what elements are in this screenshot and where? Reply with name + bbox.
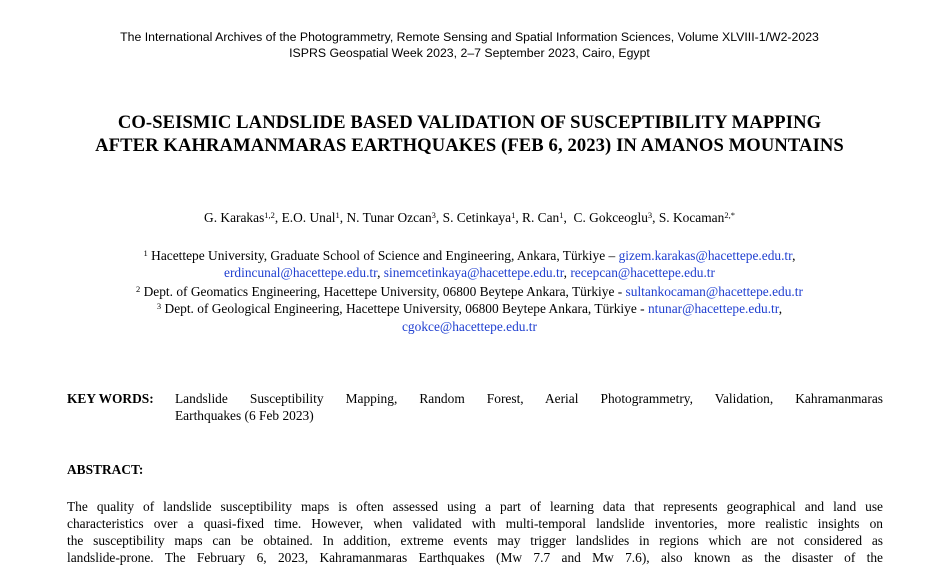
author-name: S. Kocaman — [658, 210, 725, 225]
abstract-heading: ABSTRACT: — [67, 462, 144, 477]
affiliation-text: Dept. of Geological Engineering, Hacettepe University, 06800 Beytepe Ankara, Türkiye - — [164, 301, 648, 316]
abstract-line: landslide-prone. The February 6, 2023, Kahramanmaras Earthquakes (Mw 7.7 and Mw 7.6), also known as the disaster of the — [67, 550, 883, 565]
email-link[interactable]: cgokce@hacettepe.edu.tr — [401, 319, 537, 334]
author-list — [0, 209, 939, 226]
keywords-text — [175, 390, 883, 424]
affiliation-number: 1 — [143, 248, 148, 258]
author-name: E.O. Unal — [281, 210, 336, 225]
author-affiliation-mark: 3 — [647, 210, 653, 220]
author-name: S. Cetinkaya — [442, 210, 512, 225]
author-affiliation-mark: 1 — [511, 210, 516, 220]
affiliation-3-emails — [0, 318, 939, 335]
author-name: N. Tunar Ozcan — [346, 210, 432, 225]
affiliation-1-emails: erdincunal@hacettepe.edu.tr, sinemcetinkaya@hacettepe.edu.tr, recepcan@hacettepe.edu.tr — [224, 265, 715, 280]
author-separator: , — [435, 210, 443, 225]
author-name: G. Karakas — [204, 210, 265, 225]
abstract-body — [67, 498, 883, 566]
author-affiliation-mark: 3 — [431, 210, 436, 220]
keywords-section — [67, 390, 883, 424]
affiliation-2 — [0, 283, 939, 300]
email-link[interactable]: sinemcetinkaya@hacettepe.edu.tr — [383, 265, 564, 280]
author-affiliation-mark: 1,2 — [264, 210, 275, 220]
abstract-line: the susceptibility maps can be obtained. In addition, extreme events may trigger landslides in regions which are not considered as — [67, 533, 883, 548]
paper-title-line1: CO-SEISMIC LANDSLIDE BASED VALIDATION OF SUSCEPTIBILITY MAPPING — [117, 112, 822, 133]
keywords-line: Earthquakes (6 Feb 2023) — [175, 408, 314, 423]
keywords-line: Landslide Susceptibility Mapping, Random Forest, Aerial Photogrammetry, Validation, Kahramanmaras — [175, 391, 883, 406]
running-header-line2: ISPRS Geospatial Week 2023, 2–7 September 2023, Cairo, Egypt — [289, 46, 650, 60]
abstract-line: The quality of landslide susceptibility maps is often assessed using a part of learning data that represents geographical and land use — [67, 499, 883, 514]
affiliation-1: $^1$ Hacettepe University, Graduate School of Science and Engineering, Ankara, Türkiye – gizem.karakas@hacettepe.edu.tr, — [143, 248, 796, 263]
author-separator: , — [339, 210, 347, 225]
author-separator: , — [515, 210, 523, 225]
affiliation-number: 3 — [156, 301, 162, 311]
keywords-label: KEY WORDS: — [67, 391, 154, 406]
affiliation-text: Hacettepe University, Graduate School of Science and Engineering, Ankara, Türkiye – — [151, 248, 619, 263]
email-link[interactable]: gizem.karakas@hacettepe.edu.tr — [618, 248, 793, 263]
author-separator: , — [274, 210, 282, 225]
author-name: C. Gokceoglu — [573, 210, 648, 225]
author-separator: , — [652, 210, 659, 225]
email-link[interactable]: erdincunal@hacettepe.edu.tr — [224, 265, 378, 280]
author-separator: , — [563, 210, 574, 225]
paper-title-line2: AFTER KAHRAMANMARAS EARTHQUAKES (FEB 6, 2023) IN AMANOS MOUNTAINS — [95, 135, 844, 156]
email-link[interactable]: ntunar@hacettepe.edu.tr — [647, 301, 779, 316]
abstract-line: characteristics over a quasi-fixed time. However, when validated with multi-temporal landslide inventories, more realistic insights on — [67, 516, 883, 531]
author-name: R. Can — [522, 210, 560, 225]
author-affiliation-mark: 1 — [559, 210, 564, 220]
affiliation-text: Dept. of Geomatics Engineering, Hacettepe University, 06800 Beytepe Ankara, Türkiye - — [143, 284, 626, 299]
email-link[interactable]: sultankocaman@hacettepe.edu.tr — [625, 284, 803, 299]
running-header-line1: The International Archives of the Photogrammetry, Remote Sensing and Spatial Information Sciences, Volume XLVIII-1/W2-2023 — [120, 30, 819, 44]
affiliation-3: $^3$ Dept. of Geological Engineering, Hacettepe University, 06800 Beytepe Ankara, Türkiye - ntunar@hacettepe.edu.tr, — [156, 301, 783, 316]
email-link[interactable]: recepcan@hacettepe.edu.tr — [570, 265, 715, 280]
author-affiliation-mark: 1 — [335, 210, 340, 220]
author-affiliation-mark: 2,* — [724, 210, 735, 220]
affiliation-number: 2 — [136, 284, 141, 294]
